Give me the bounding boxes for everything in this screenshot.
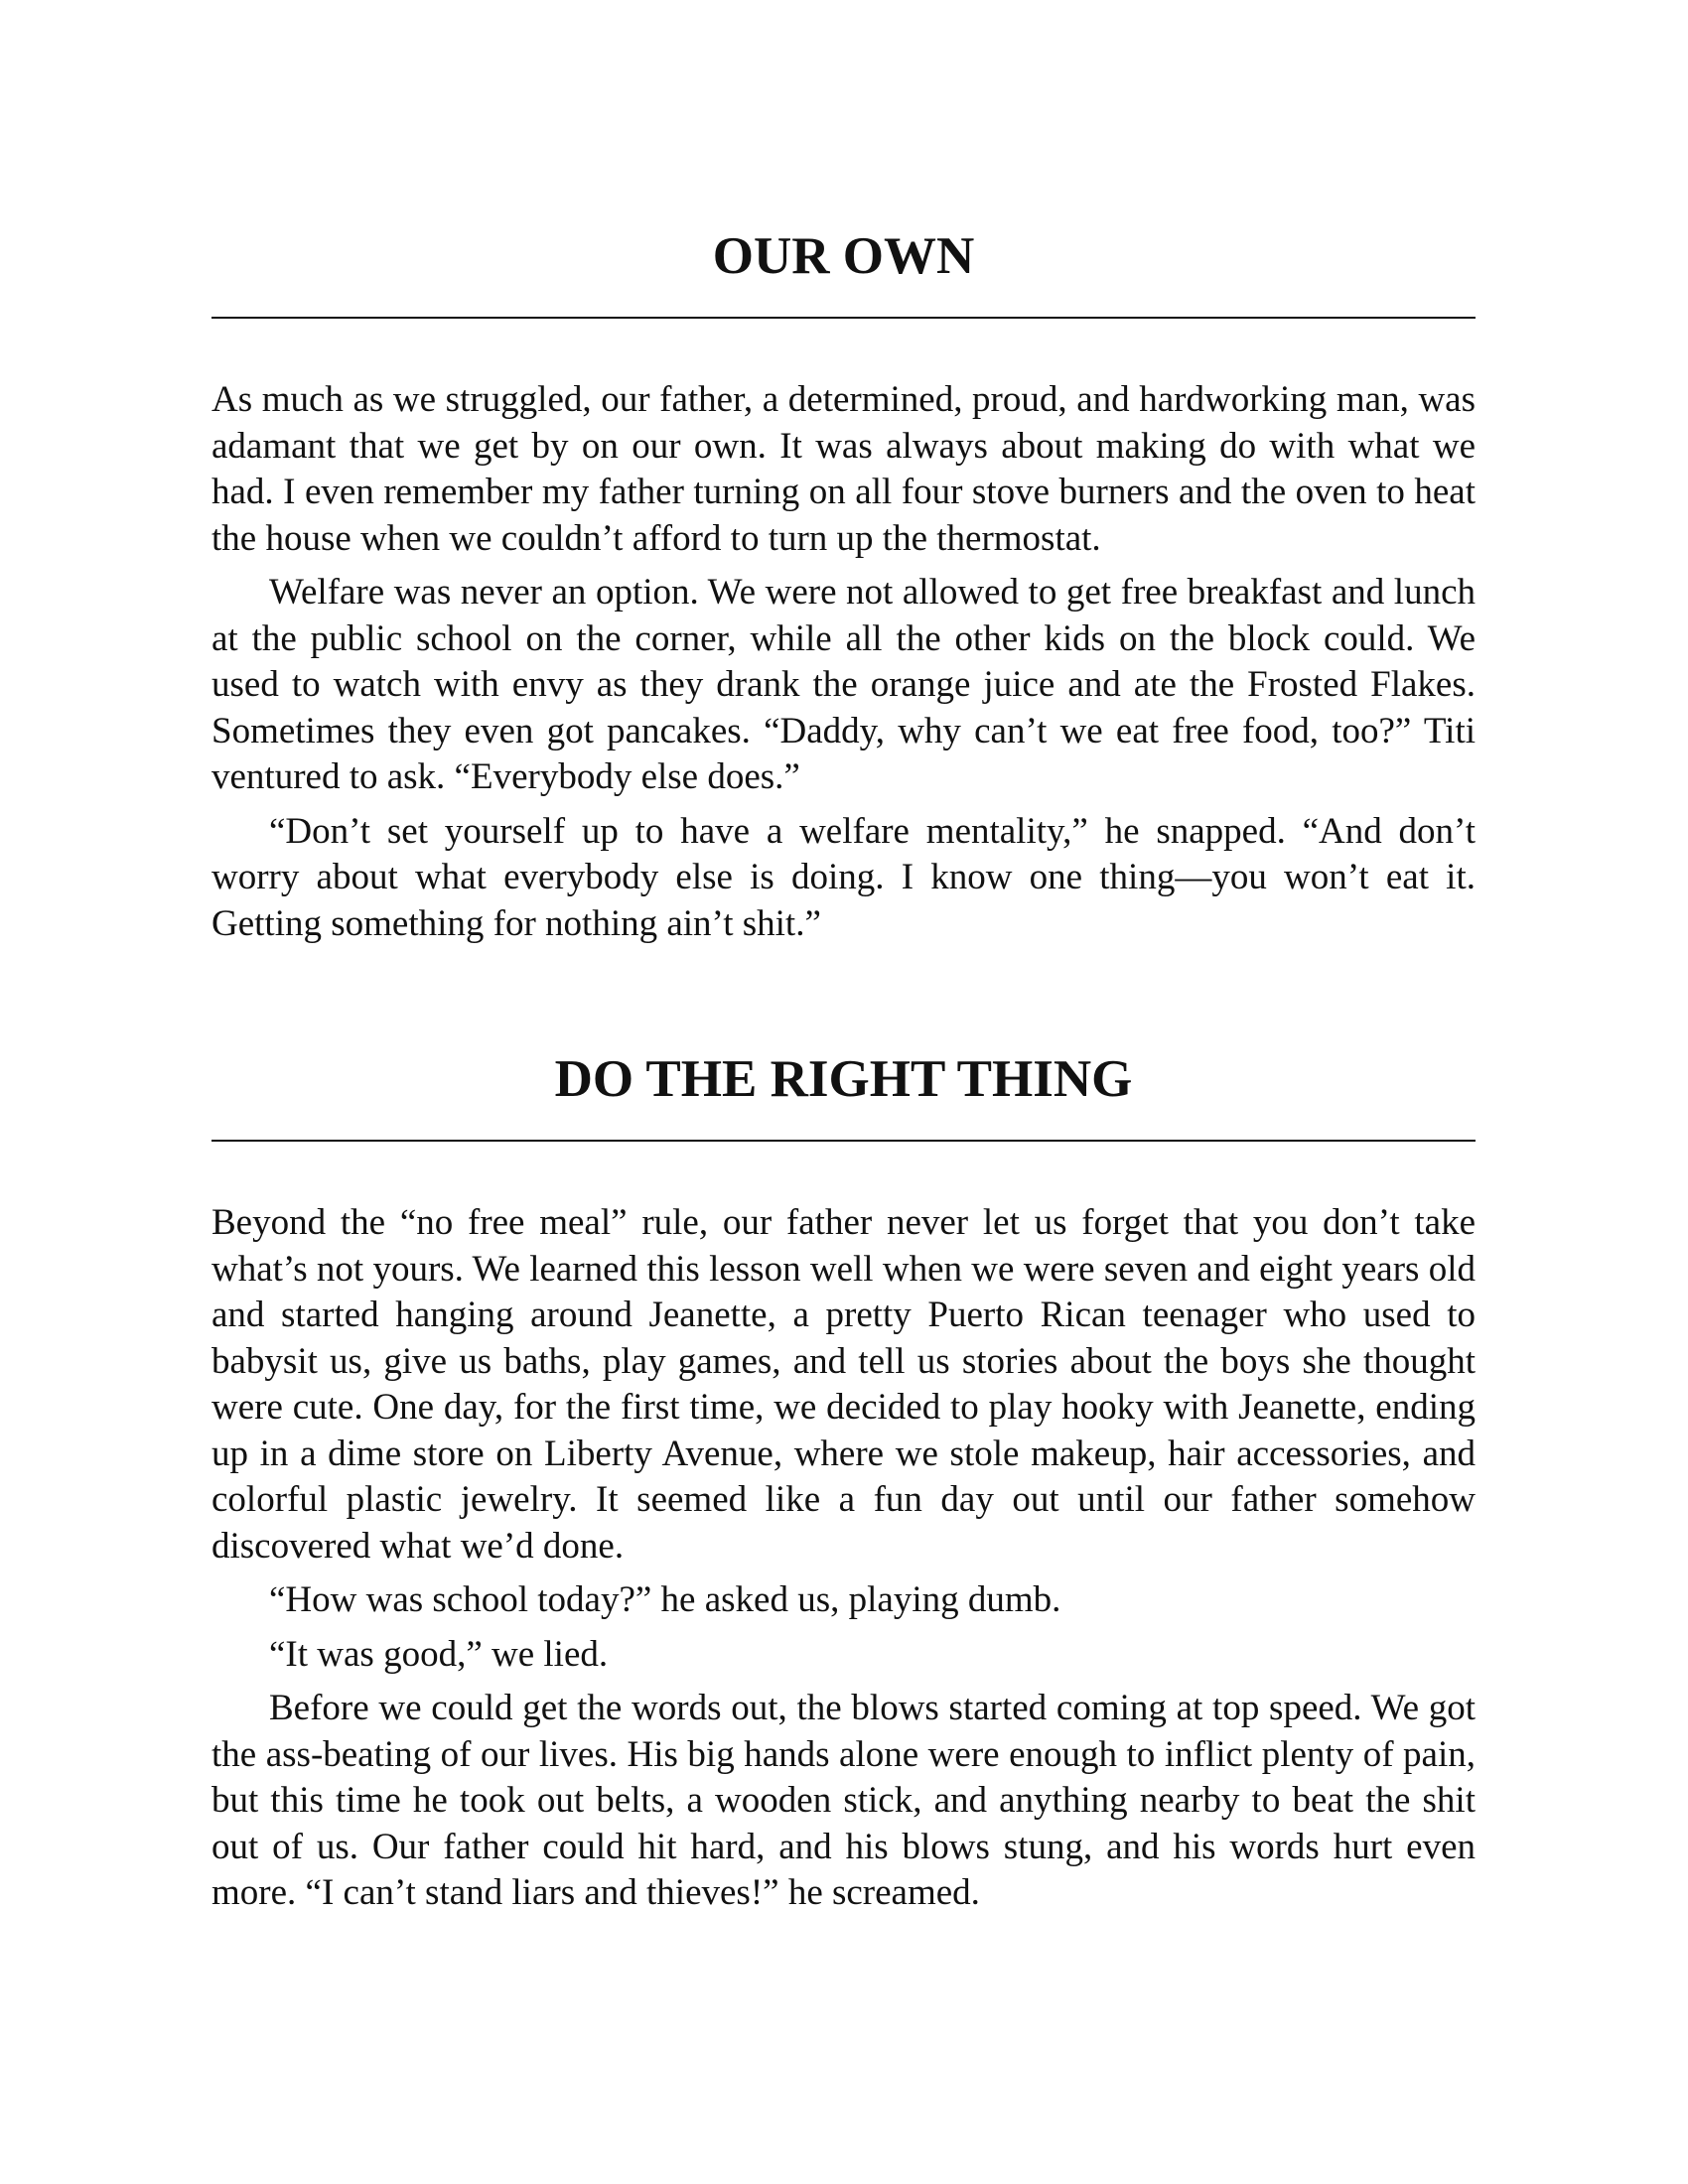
paragraph: Before we could get the words out, the blows started coming at top speed. We got the ass-beating of our lives. His big hands alone were enough to inflict plenty of pain, but this time he took out belts, a wooden stick, and anything nearby to beat the shit out of us. Our father could hit hard, and his blows stung, and his words hurt even more. “I can’t stand liars and thieves!” he screamed. <box>211 1688 1476 1913</box>
paragraph: “It was good,” we lied. <box>269 1633 609 1675</box>
title-divider <box>211 317 1476 319</box>
paragraph: “How was school today?” he asked us, playing dumb. <box>269 1579 1061 1620</box>
section-title-do-the-right-thing: DO THE RIGHT THING <box>554 1050 1133 1108</box>
paragraph: “Don’t set yourself up to have a welfare mentality,” he snapped. “And don’t worry about what everybody else is doing. I know one thing—you won’t eat it. Getting something for nothing ain’t shit.” <box>211 810 1476 944</box>
paragraph: As much as we struggled, our father, a determined, proud, and hardworking man, was adamant that we get by on our own. It was always about making do with what we had. I even remember my father turning on all four stove burners and the oven to heat the house when we couldn’t afford to turn up the thermostat. <box>211 379 1476 559</box>
section-body-our-own <box>211 377 1476 947</box>
title-divider <box>211 1140 1476 1142</box>
section-title-our-own: OUR OWN <box>712 227 975 285</box>
paragraph: Beyond the “no free meal” rule, our father never let us forget that you don’t take what’s not yours. We learned this lesson well when we were seven and eight years old and started hanging around Jeanette, a pretty Puerto Rican teenager who used to babysit us, give us baths, play games, and tell us stories about the boys she thought were cute. One day, for the first time, we decided to play hooky with Jeanette, ending up in a dime store on Liberty Avenue, where we stole makeup, hair accessories, and colorful plastic jewelry. It seemed like a fun day out until our father somehow discovered what we’d done. <box>211 1202 1476 1567</box>
section-body-do-the-right-thing <box>211 1200 1476 1917</box>
paragraph: Welfare was never an option. We were not allowed to get free breakfast and lunch at the public school on the corner, while all the other kids on the block could. We used to watch with envy as they drank the orange juice and ate the Frosted Flakes. Sometimes they even got pancakes. “Daddy, why can’t we eat free food, too?” Titi ventured to ask. “Everybody else does.” <box>211 572 1476 797</box>
